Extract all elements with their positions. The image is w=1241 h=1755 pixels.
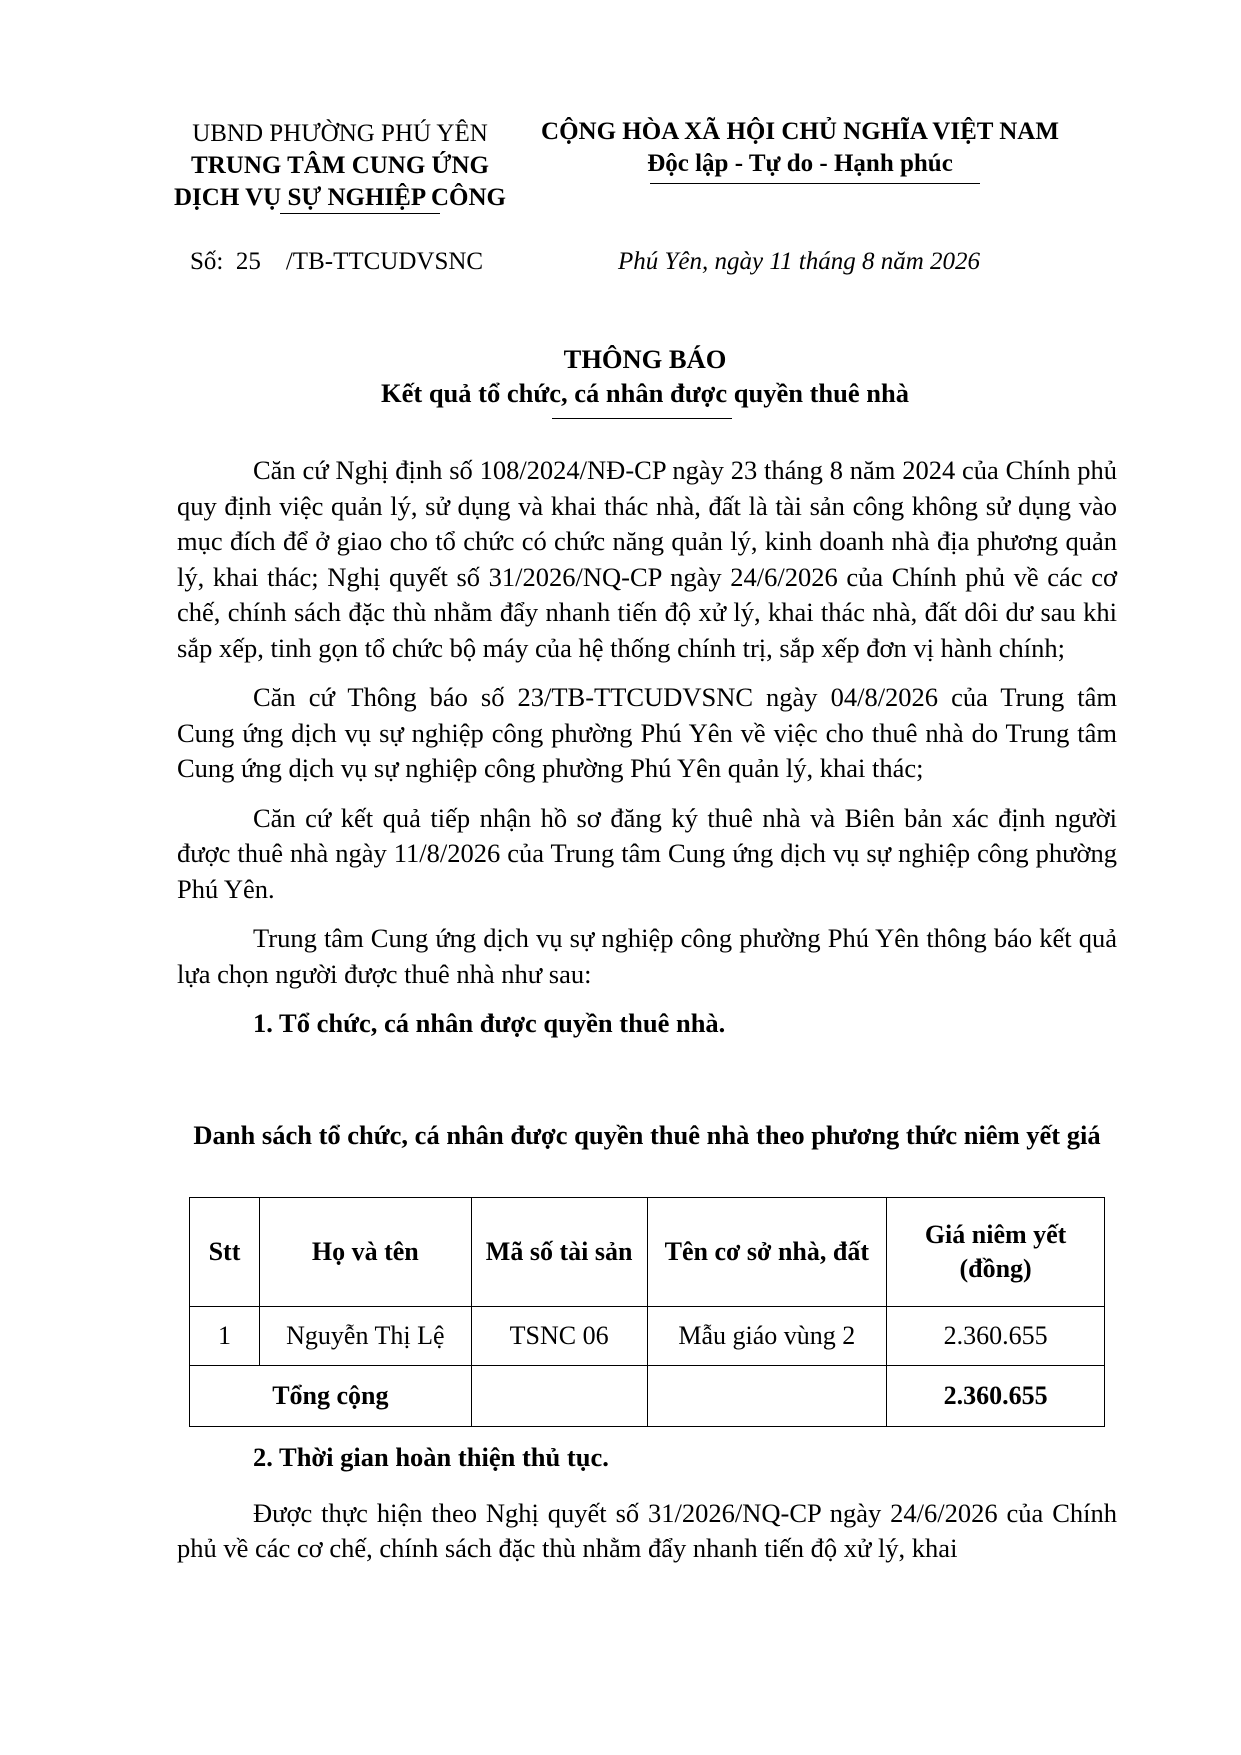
national-header bbox=[530, 116, 1070, 180]
paragraph-legal-basis-1: Căn cứ Nghị định số 108/2024/NĐ-CP ngày 23 tháng 8 năm 2024 của Chính phủ quy định việc quản lý, sử dụng và khai thác nhà, đất là tài sản công không sử dụng vào mục đích để ở giao cho tổ chức có chức năng quản lý, kinh doanh nhà địa phương quản lý, khai thác; Nghị quyết số 31/2026/NQ-CP ngày 24/6/2026 của Chính phủ về các cơ chế, chính sách đặc thù nhằm đẩy nhanh tiến độ xử lý, khai thác nhà, đất dôi dư sau khi sắp xếp, tinh gọn tổ chức bộ máy của hệ thống chính trị, sắp xếp đơn vị hành chính; bbox=[177, 455, 1117, 663]
notice-subtitle: Kết quả tổ chức, cá nhân được quyền thuê nhà bbox=[381, 378, 909, 408]
tenant-table bbox=[189, 1197, 1105, 1427]
table-caption: Danh sách tổ chức, cá nhân được quyền thuê nhà theo phương thức niêm yết giá bbox=[193, 1120, 1101, 1150]
paragraph-legal-basis-2: Căn cứ Thông báo số 23/TB-TTCUDVSNC ngày 04/8/2026 của Trung tâm Cung ứng dịch vụ sự nghiệp công phường Phú Yên về việc cho thuê nhà do Trung tâm Cung ứng dịch vụ sự nghiệp công phường Phú Yên quản lý, khai thác; bbox=[177, 682, 1117, 783]
total-value: 2.360.655 bbox=[887, 1366, 1105, 1427]
total-empty-cell-1 bbox=[471, 1366, 647, 1427]
notice-title: THÔNG BÁO bbox=[563, 344, 727, 374]
motto-underline bbox=[650, 183, 980, 184]
org-line-1: UBND PHƯỜNG PHÚ YÊN bbox=[192, 120, 488, 147]
section-2 bbox=[177, 1440, 1117, 1581]
doc-number-prefix: Số: bbox=[190, 248, 224, 275]
org-line-2: TRUNG TÂM CUNG ỨNG bbox=[191, 152, 489, 179]
notice-body bbox=[177, 453, 1117, 1042]
document-number bbox=[190, 246, 483, 278]
cell-listed-price: 2.360.655 bbox=[887, 1307, 1105, 1366]
notice-title-block bbox=[290, 342, 1000, 410]
section-2-paragraph: Được thực hiện theo Nghị quyết số 31/2026/NQ-CP ngày 24/6/2026 của Chính phủ về các cơ chế, chính sách đặc thù nhằm đẩy nhanh tiến độ xử lý, khai bbox=[177, 1497, 1117, 1563]
title-underline bbox=[552, 418, 732, 419]
doc-number-suffix: /TB-TTCUDVSNC bbox=[285, 248, 484, 275]
total-empty-cell-2 bbox=[647, 1366, 887, 1427]
paragraph-legal-basis-3: Căn cứ kết quả tiếp nhận hồ sơ đăng ký thuê nhà và Biên bản xác định người được thuê nhà ngày 11/8/2026 của Trung tâm Cung ứng dịch vụ sự nghiệp công phường Phú Yên. bbox=[177, 802, 1117, 904]
cell-property-name: Mẫu giáo vùng 2 bbox=[647, 1307, 887, 1366]
cell-name: Nguyễn Thị Lệ bbox=[259, 1307, 471, 1366]
paragraph-announcement: Trung tâm Cung ứng dịch vụ sự nghiệp công phường Phú Yên thông báo kết quả lựa chọn người được thuê nhà như sau: bbox=[177, 923, 1117, 989]
col-header-name: Họ và tên bbox=[259, 1198, 471, 1307]
nation-title: CỘNG HÒA XÃ HỘI CHỦ NGHĨA VIỆT NAM bbox=[541, 118, 1059, 145]
place-date: Phú Yên, ngày 11 tháng 8 năm 2026 bbox=[618, 248, 981, 275]
doc-number-value: 25 bbox=[235, 248, 261, 275]
org-underline bbox=[280, 213, 440, 214]
table-row bbox=[190, 1307, 1105, 1366]
total-label: Tổng cộng bbox=[190, 1366, 472, 1427]
col-header-stt: Stt bbox=[190, 1198, 260, 1307]
cell-asset-code: TSNC 06 bbox=[471, 1307, 647, 1366]
motto: Độc lập - Tự do - Hạnh phúc bbox=[647, 150, 953, 177]
col-header-listed-price: Giá niêm yết (đồng) bbox=[887, 1198, 1105, 1307]
table-header-row bbox=[190, 1198, 1105, 1307]
cell-stt: 1 bbox=[190, 1307, 260, 1366]
table-total-row bbox=[190, 1366, 1105, 1427]
org-line-3: DỊCH VỤ SỰ NGHIỆP CÔNG bbox=[174, 184, 506, 211]
col-header-property-name: Tên cơ sở nhà, đất bbox=[647, 1198, 887, 1307]
section-1-heading: 1. Tổ chức, cá nhân được quyền thuê nhà. bbox=[253, 1008, 726, 1038]
section-2-heading: 2. Thời gian hoàn thiện thủ tục. bbox=[253, 1442, 609, 1472]
col-header-asset-code: Mã số tài sản bbox=[471, 1198, 647, 1307]
issuing-authority bbox=[150, 118, 530, 214]
